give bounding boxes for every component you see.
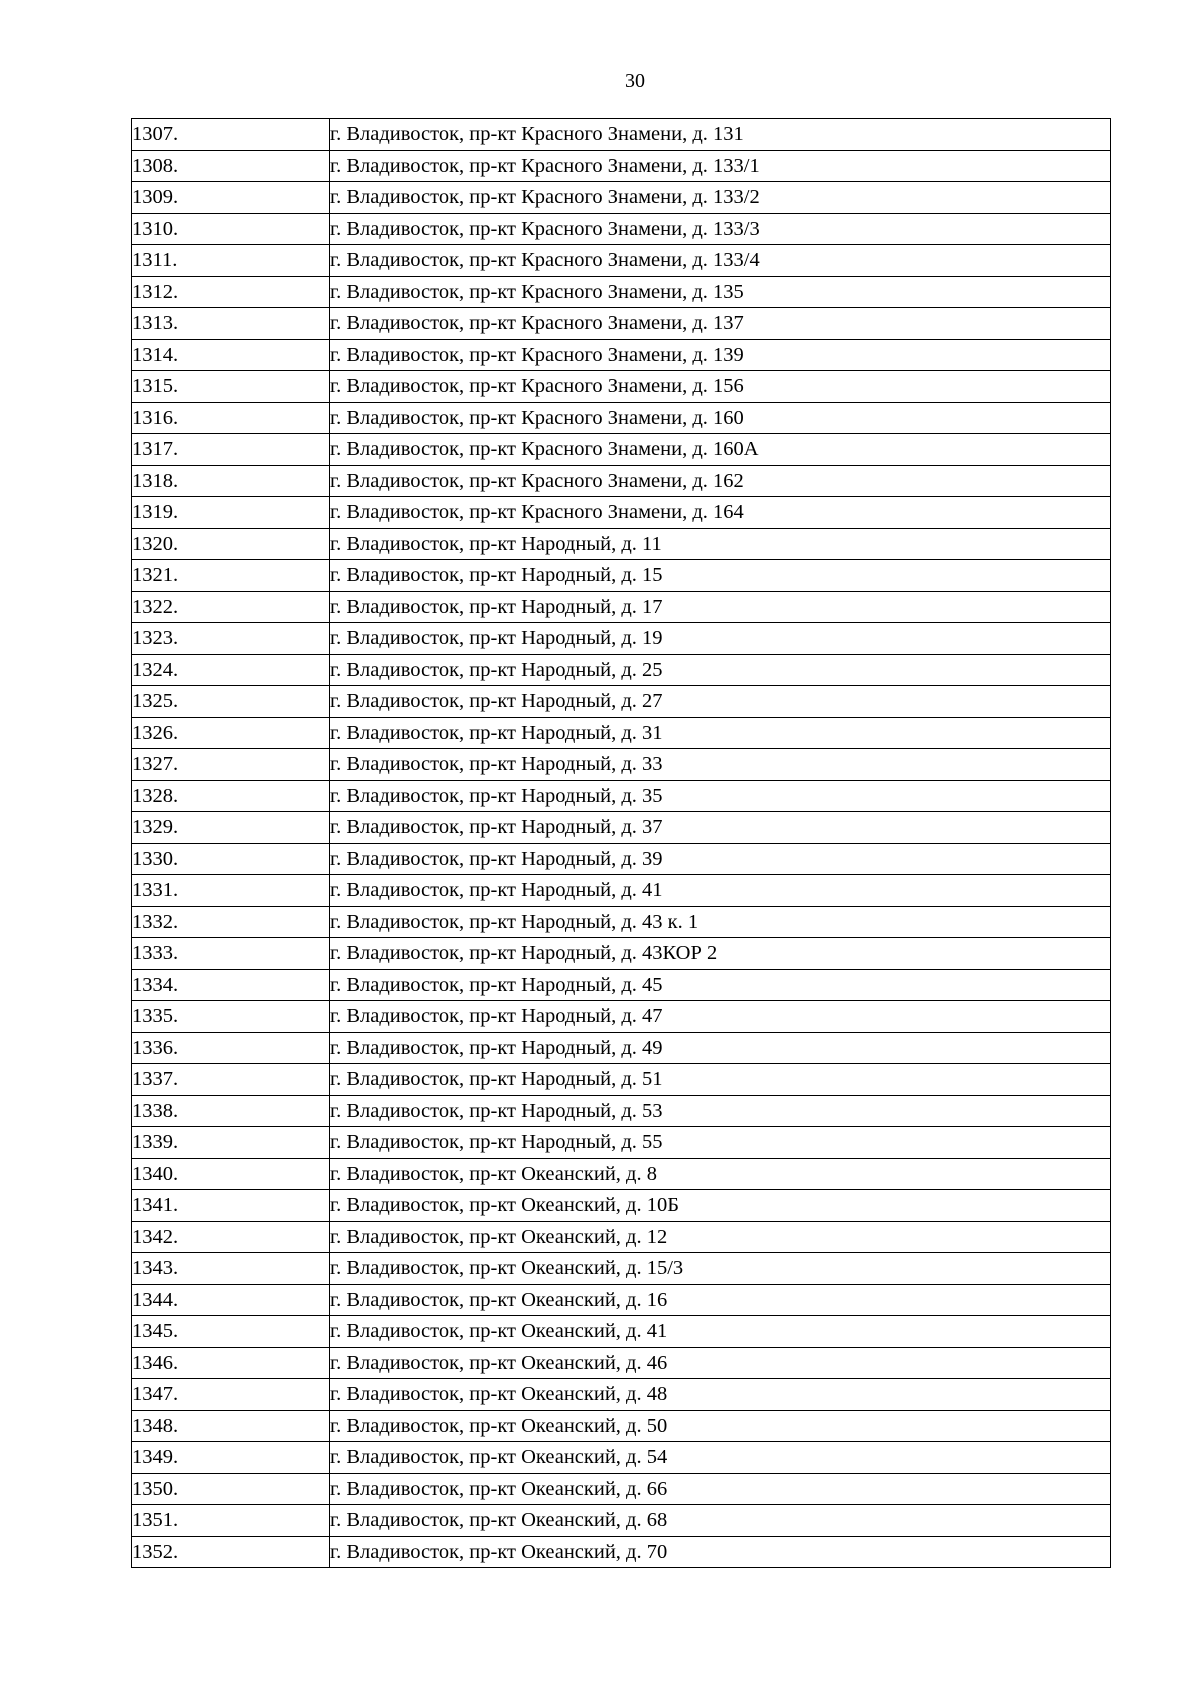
row-address: г. Владивосток, пр-кт Народный, д. 43 к. 1	[330, 906, 1111, 938]
row-number: 1339.	[132, 1127, 330, 1159]
table-row	[132, 560, 1111, 592]
row-number: 1312.	[132, 276, 330, 308]
table-row	[132, 213, 1111, 245]
table-row	[132, 465, 1111, 497]
row-address: г. Владивосток, пр-кт Океанский, д. 12	[330, 1221, 1111, 1253]
row-address: г. Владивосток, пр-кт Народный, д. 41	[330, 875, 1111, 907]
row-address: г. Владивосток, пр-кт Народный, д. 31	[330, 717, 1111, 749]
row-number: 1348.	[132, 1410, 330, 1442]
table-row	[132, 371, 1111, 403]
table-row	[132, 497, 1111, 529]
row-number: 1324.	[132, 654, 330, 686]
table-row	[132, 906, 1111, 938]
row-number: 1330.	[132, 843, 330, 875]
row-address: г. Владивосток, пр-кт Народный, д. 35	[330, 780, 1111, 812]
address-table-body	[132, 119, 1111, 1568]
table-row	[132, 339, 1111, 371]
row-number: 1310.	[132, 213, 330, 245]
row-number: 1347.	[132, 1379, 330, 1411]
row-number: 1336.	[132, 1032, 330, 1064]
table-row	[132, 528, 1111, 560]
table-row	[132, 402, 1111, 434]
row-address: г. Владивосток, пр-кт Народный, д. 11	[330, 528, 1111, 560]
table-row	[132, 623, 1111, 655]
table-row	[132, 1190, 1111, 1222]
table-row	[132, 875, 1111, 907]
table-row	[132, 1347, 1111, 1379]
row-number: 1352.	[132, 1536, 330, 1568]
table-row	[132, 1001, 1111, 1033]
table-row	[132, 1221, 1111, 1253]
row-number: 1331.	[132, 875, 330, 907]
row-address: г. Владивосток, пр-кт Океанский, д. 46	[330, 1347, 1111, 1379]
row-address: г. Владивосток, пр-кт Красного Знамени, д. 164	[330, 497, 1111, 529]
row-address: г. Владивосток, пр-кт Океанский, д. 16	[330, 1284, 1111, 1316]
row-number: 1311.	[132, 245, 330, 277]
table-row	[132, 812, 1111, 844]
table-row	[132, 591, 1111, 623]
table-row	[132, 780, 1111, 812]
table-row	[132, 276, 1111, 308]
row-address: г. Владивосток, пр-кт Народный, д. 39	[330, 843, 1111, 875]
row-address: г. Владивосток, пр-кт Океанский, д. 15/3	[330, 1253, 1111, 1285]
table-row	[132, 1536, 1111, 1568]
row-number: 1332.	[132, 906, 330, 938]
table-row	[132, 1284, 1111, 1316]
row-address: г. Владивосток, пр-кт Народный, д. 49	[330, 1032, 1111, 1064]
row-address: г. Владивосток, пр-кт Народный, д. 53	[330, 1095, 1111, 1127]
table-row	[132, 1505, 1111, 1537]
row-number: 1316.	[132, 402, 330, 434]
row-number: 1351.	[132, 1505, 330, 1537]
row-address: г. Владивосток, пр-кт Красного Знамени, д. 133/2	[330, 182, 1111, 214]
row-address: г. Владивосток, пр-кт Океанский, д. 70	[330, 1536, 1111, 1568]
row-address: г. Владивосток, пр-кт Красного Знамени, д. 131	[330, 119, 1111, 151]
row-number: 1350.	[132, 1473, 330, 1505]
row-number: 1329.	[132, 812, 330, 844]
table-row	[132, 434, 1111, 466]
row-address: г. Владивосток, пр-кт Красного Знамени, д. 133/1	[330, 150, 1111, 182]
row-number: 1315.	[132, 371, 330, 403]
row-number: 1327.	[132, 749, 330, 781]
table-row	[132, 150, 1111, 182]
row-number: 1326.	[132, 717, 330, 749]
row-address: г. Владивосток, пр-кт Народный, д. 17	[330, 591, 1111, 623]
table-row	[132, 1316, 1111, 1348]
row-address: г. Владивосток, пр-кт Народный, д. 51	[330, 1064, 1111, 1096]
address-table	[131, 118, 1111, 1568]
row-address: г. Владивосток, пр-кт Народный, д. 19	[330, 623, 1111, 655]
row-address: г. Владивосток, пр-кт Красного Знамени, д. 133/3	[330, 213, 1111, 245]
table-row	[132, 182, 1111, 214]
table-row	[132, 1442, 1111, 1474]
row-address: г. Владивосток, пр-кт Красного Знамени, д. 160А	[330, 434, 1111, 466]
row-number: 1333.	[132, 938, 330, 970]
row-number: 1325.	[132, 686, 330, 718]
table-row	[132, 1127, 1111, 1159]
row-number: 1308.	[132, 150, 330, 182]
row-address: г. Владивосток, пр-кт Красного Знамени, д. 139	[330, 339, 1111, 371]
table-row	[132, 1379, 1111, 1411]
row-address: г. Владивосток, пр-кт Народный, д. 43КОР 2	[330, 938, 1111, 970]
row-address: г. Владивосток, пр-кт Океанский, д. 68	[330, 1505, 1111, 1537]
row-address: г. Владивосток, пр-кт Океанский, д. 66	[330, 1473, 1111, 1505]
row-address: г. Владивосток, пр-кт Океанский, д. 41	[330, 1316, 1111, 1348]
table-row	[132, 308, 1111, 340]
table-row	[132, 119, 1111, 151]
row-number: 1309.	[132, 182, 330, 214]
row-number: 1343.	[132, 1253, 330, 1285]
row-number: 1341.	[132, 1190, 330, 1222]
row-number: 1342.	[132, 1221, 330, 1253]
table-row	[132, 749, 1111, 781]
table-row	[132, 1253, 1111, 1285]
table-row	[132, 1064, 1111, 1096]
table-row	[132, 843, 1111, 875]
row-address: г. Владивосток, пр-кт Красного Знамени, д. 156	[330, 371, 1111, 403]
row-address: г. Владивосток, пр-кт Красного Знамени, д. 133/4	[330, 245, 1111, 277]
row-number: 1317.	[132, 434, 330, 466]
table-row	[132, 654, 1111, 686]
row-address: г. Владивосток, пр-кт Океанский, д. 10Б	[330, 1190, 1111, 1222]
row-address: г. Владивосток, пр-кт Народный, д. 15	[330, 560, 1111, 592]
row-address: г. Владивосток, пр-кт Народный, д. 47	[330, 1001, 1111, 1033]
row-number: 1328.	[132, 780, 330, 812]
table-row	[132, 1473, 1111, 1505]
row-number: 1349.	[132, 1442, 330, 1474]
table-row	[132, 686, 1111, 718]
row-number: 1320.	[132, 528, 330, 560]
row-number: 1344.	[132, 1284, 330, 1316]
row-number: 1335.	[132, 1001, 330, 1033]
row-number: 1346.	[132, 1347, 330, 1379]
table-row	[132, 1095, 1111, 1127]
row-number: 1318.	[132, 465, 330, 497]
row-address: г. Владивосток, пр-кт Красного Знамени, д. 137	[330, 308, 1111, 340]
row-address: г. Владивосток, пр-кт Народный, д. 45	[330, 969, 1111, 1001]
row-address: г. Владивосток, пр-кт Народный, д. 33	[330, 749, 1111, 781]
row-number: 1345.	[132, 1316, 330, 1348]
row-address: г. Владивосток, пр-кт Океанский, д. 54	[330, 1442, 1111, 1474]
row-number: 1340.	[132, 1158, 330, 1190]
row-address: г. Владивосток, пр-кт Океанский, д. 48	[330, 1379, 1111, 1411]
row-number: 1319.	[132, 497, 330, 529]
row-number: 1334.	[132, 969, 330, 1001]
row-address: г. Владивосток, пр-кт Народный, д. 55	[330, 1127, 1111, 1159]
row-number: 1337.	[132, 1064, 330, 1096]
row-number: 1314.	[132, 339, 330, 371]
row-number: 1322.	[132, 591, 330, 623]
table-row	[132, 717, 1111, 749]
row-number: 1338.	[132, 1095, 330, 1127]
page-number: 30	[625, 70, 645, 92]
table-row	[132, 1032, 1111, 1064]
row-address: г. Владивосток, пр-кт Океанский, д. 50	[330, 1410, 1111, 1442]
row-address: г. Владивосток, пр-кт Красного Знамени, д. 135	[330, 276, 1111, 308]
row-number: 1307.	[132, 119, 330, 151]
table-row	[132, 1158, 1111, 1190]
row-number: 1321.	[132, 560, 330, 592]
table-row	[132, 969, 1111, 1001]
row-number: 1323.	[132, 623, 330, 655]
row-address: г. Владивосток, пр-кт Народный, д. 27	[330, 686, 1111, 718]
row-address: г. Владивосток, пр-кт Океанский, д. 8	[330, 1158, 1111, 1190]
row-address: г. Владивосток, пр-кт Красного Знамени, д. 160	[330, 402, 1111, 434]
row-address: г. Владивосток, пр-кт Народный, д. 37	[330, 812, 1111, 844]
table-row	[132, 1410, 1111, 1442]
table-row	[132, 245, 1111, 277]
row-address: г. Владивосток, пр-кт Народный, д. 25	[330, 654, 1111, 686]
table-row	[132, 938, 1111, 970]
row-number: 1313.	[132, 308, 330, 340]
row-address: г. Владивосток, пр-кт Красного Знамени, д. 162	[330, 465, 1111, 497]
